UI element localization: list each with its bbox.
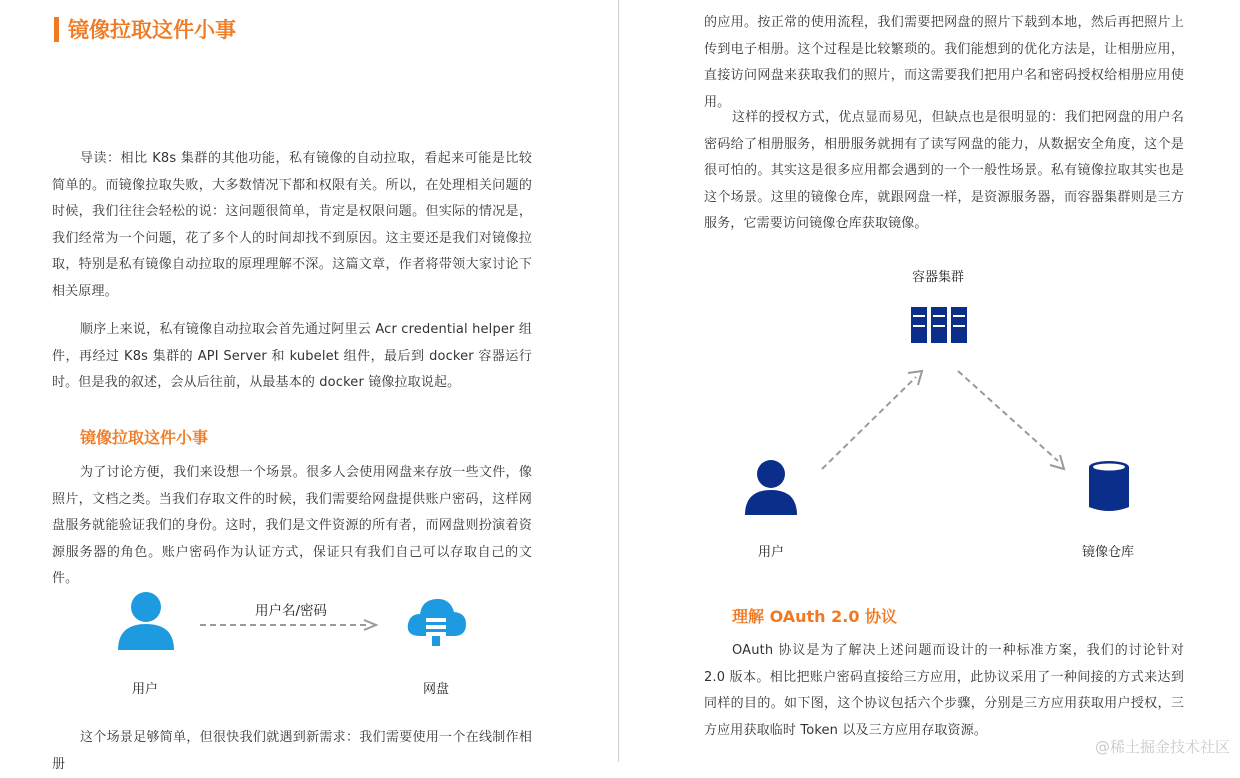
intro-paragraph: 导读：相比 K8s 集群的其他功能，私有镜像的自动拉取，看起来可能是比较简单的。而镜像拉取失败，大多数情况下都和权限有关。所以，在处理相关问题的时候，我们往往会轻松的说：这问题很简单，肯定是权限问题。但实际的情况是，我们经常为一个问题，花了多个人的时间却找不到原因。这主要还是我们对镜像拉取，特别是私有镜像自动拉取的原理理解不深。这篇文章，作者将带领大家讨论下相关原理。 xyxy=(52,151,532,299)
paragraph: 顺序上来说，私有镜像自动拉取会首先通过阿里云 Acr credential helper 组件，再经过 K8s 集群的 API Server 和 kubelet 组件，最后到 docker 容器运行时。但是我的叙述，会从后往前，从最基本的 docker 镜像拉取说起。 xyxy=(52,322,532,390)
title-accent-bar xyxy=(54,17,59,42)
paragraph: 这样的授权方式，优点显而易见，但缺点也是很明显的：我们把网盘的用户名密码给了相册服务，相册服务就拥有了读写网盘的能力，从数据安全角度，这个是很可怕的。其实这是很多应用都会遇到的一个一般性场景。私有镜像拉取其实也是这个场景。这里的镜像仓库，就跟网盘一样，是资源服务器，而容器集群则是三方服务，它需要访问镜像仓库获取镜像。 xyxy=(704,110,1184,231)
database-registry-icon xyxy=(1087,459,1131,515)
user-icon xyxy=(116,590,176,652)
paragraph: OAuth 协议是为了解决上述问题而设计的一种标准方案，我们的讨论针对 2.0 版本。相比把账户密码直接给三方应用，此协议采用了一种间接的方式来达到同样的目的。如下图，这个协议包括六个步骤，分别是三方应用获取用户授权，三方应用获取临时 Token 以及三方应用存取资源。 xyxy=(704,643,1184,738)
section-heading: 镜像拉取这件小事 xyxy=(80,428,209,447)
user-icon xyxy=(743,458,799,516)
page-title: 镜像拉取这件小事 xyxy=(68,18,236,42)
left-page xyxy=(0,0,618,772)
section-heading: 理解 OAuth 2.0 协议 xyxy=(732,607,898,626)
page-divider xyxy=(618,0,619,762)
registry-label: 镜像仓库 xyxy=(1082,545,1135,560)
user-label: 用户 xyxy=(758,545,785,560)
server-cluster-icon xyxy=(910,305,970,345)
right-page xyxy=(620,0,1240,762)
cluster-label: 容器集群 xyxy=(912,270,965,285)
disk-label: 网盘 xyxy=(423,682,450,697)
dashed-arrow-user-to-cluster xyxy=(818,365,938,475)
watermark: @稀土掘金技术社区 xyxy=(1094,738,1230,756)
paragraph: 这个场景足够简单，但很快我们就遇到新需求：我们需要使用一个在线制作相册 xyxy=(52,730,532,772)
cloud-disk-icon xyxy=(406,596,468,648)
paragraph: 为了讨论方便，我们来设想一个场景。很多人会使用网盘来存放一些文件，像照片，文档之类。当我们存取文件的时候，我们需要给网盘提供账户密码，这样网盘服务就能验证我们的身份。这时，我们是文件资源的所有者，而网盘则扮演着资源服务器的角色。账户密码作为认证方式，保证只有我们自己可以存取自己的文件。 xyxy=(52,465,532,586)
dashed-arrow xyxy=(200,619,380,631)
dashed-arrow-cluster-to-registry xyxy=(954,365,1074,475)
paragraph: 的应用。按正常的使用流程，我们需要把网盘的照片下载到本地，然后再把照片上传到电子相册。这个过程是比较繁琐的。我们能想到的优化方法是，让相册应用，直接访问网盘来获取我们的照片，而这需要我们把用户名和密码授权给相册应用使用。 xyxy=(704,15,1184,110)
user-label: 用户 xyxy=(132,682,159,697)
arrow-label: 用户名/密码 xyxy=(255,603,328,619)
